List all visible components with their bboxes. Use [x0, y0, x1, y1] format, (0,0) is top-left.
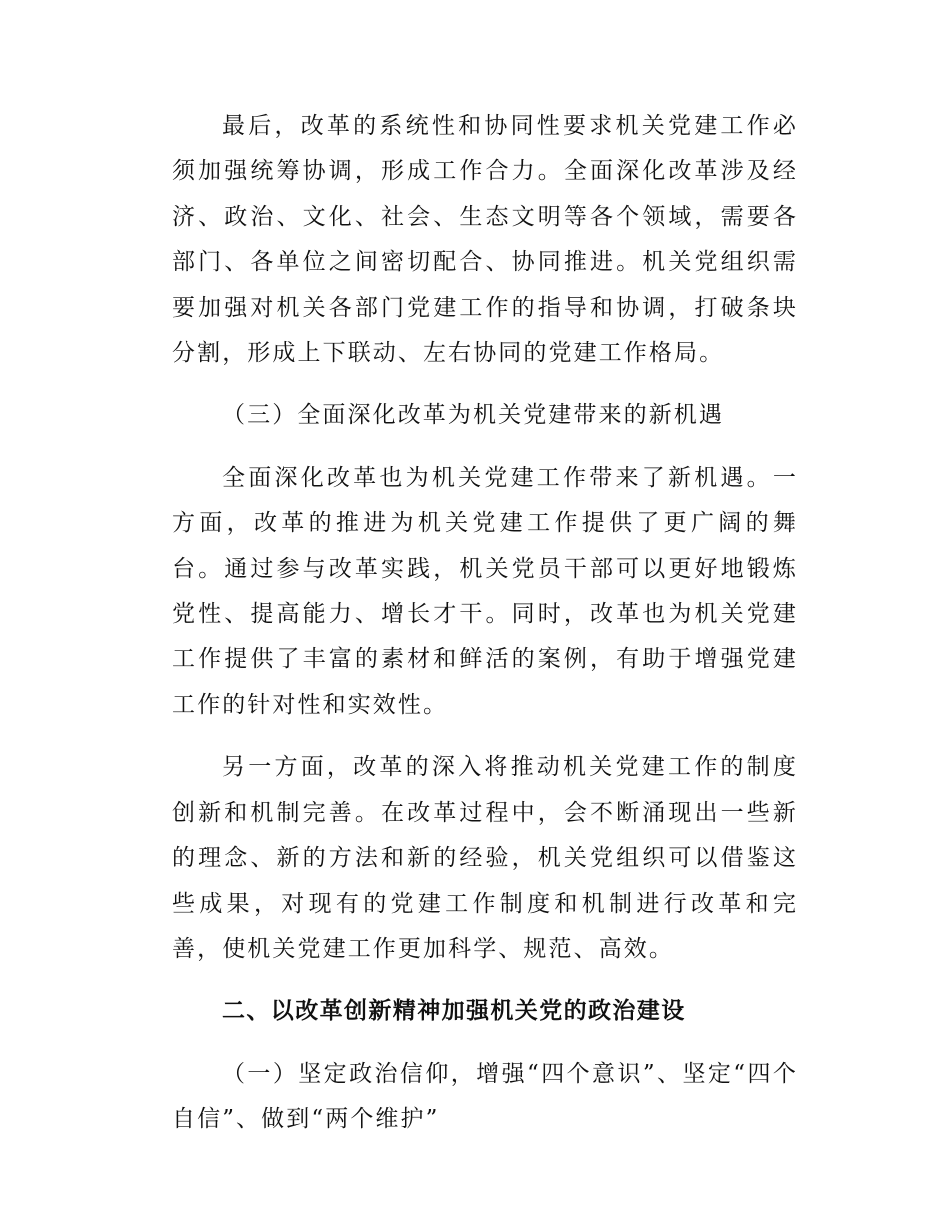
section-heading-new-opportunities: （三）全面深化改革为机关党建带来的新机遇	[222, 402, 724, 429]
chapter-heading-political-building: 二、以改革创新精神加强机关党的政治建设	[222, 998, 686, 1025]
section-heading-political-belief: （一）坚定政治信仰，增强“四个意识”、坚定“四个自信”、做到“两个维护”	[172, 1060, 798, 1133]
paragraph-institutional-innovation: 另一方面，改革的深入将推动机关党建工作的制度创新和机制完善。在改革过程中，会不断涌现出一些新的理念、新的方法和新的经验，机关党组织可以借鉴这些成果，对现有的党建工作制度和机制进行改革和完善，使机关党建工作更加科学、规范、高效。	[172, 754, 798, 962]
paragraph-coordination: 最后，改革的系统性和协同性要求机关党建工作必须加强统筹协调，形成工作合力。全面深化改革涉及经济、政治、文化、社会、生态文明等各个领域，需要各部门、各单位之间密切配合、协同推进。机关党组织需要加强对机关各部门党建工作的指导和协调，打破条块分割，形成上下联动、左右协同的党建工作格局。	[172, 113, 798, 367]
paragraph-new-opportunities: 全面深化改革也为机关党建工作带来了新机遇。一方面，改革的推进为机关党建工作提供了更广阔的舞台。通过参与改革实践，机关党员干部可以更好地锻炼党性、提高能力、增长才干。同时，改革也为机关党建工作提供了丰富的素材和鲜活的案例，有助于增强党建工作的针对性和实效性。	[172, 464, 798, 718]
document-body	[172, 104, 798, 1143]
